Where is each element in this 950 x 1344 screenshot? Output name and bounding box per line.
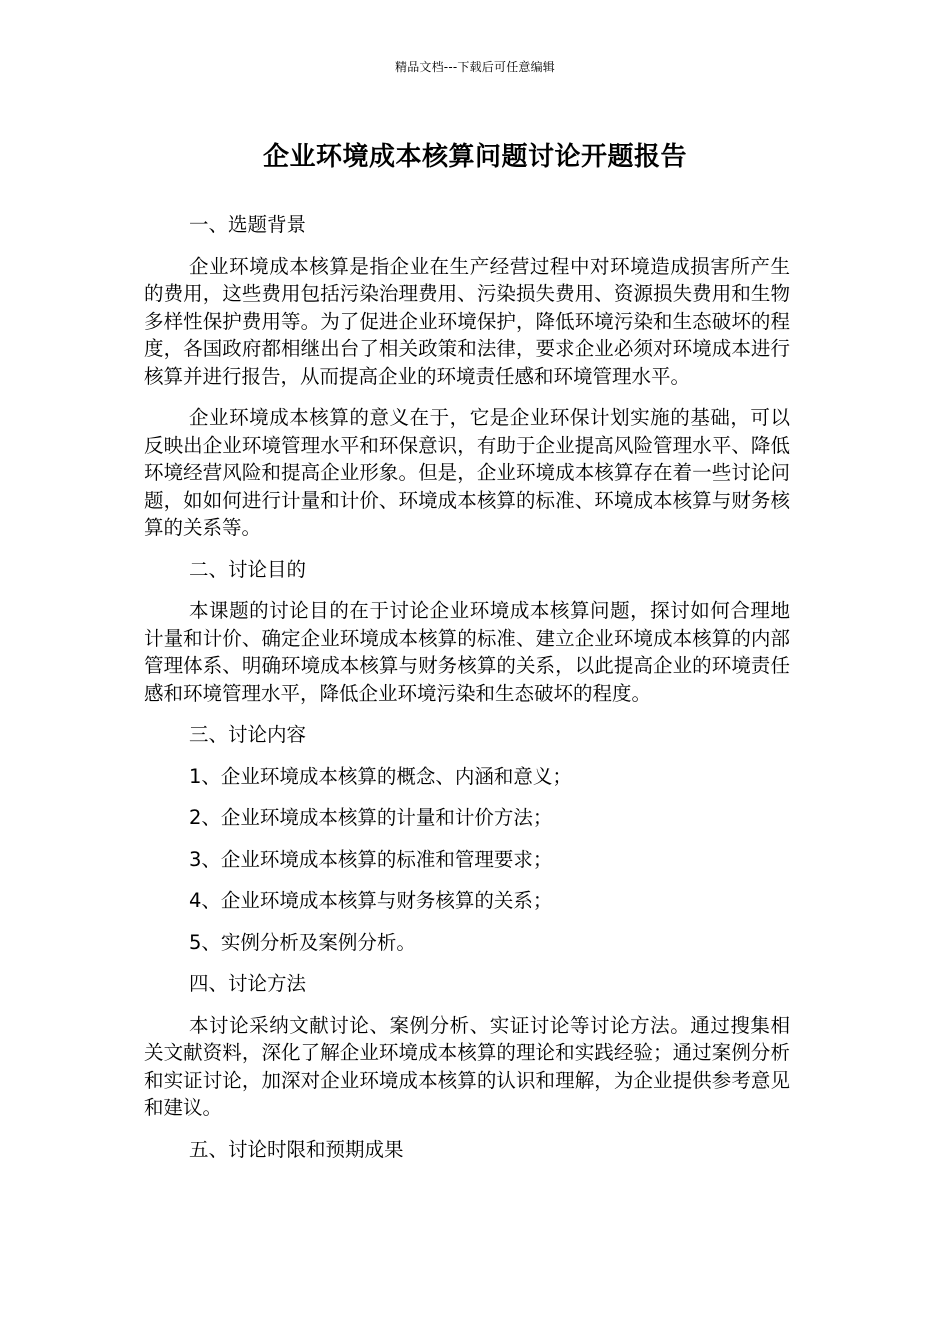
- document-title: 企业环境成本核算问题讨论开题报告: [262, 142, 687, 172]
- section-heading-purpose: 二、讨论目的: [189, 557, 307, 581]
- list-item: 1、企业环境成本核算的概念、内涵和意义；: [189, 764, 572, 788]
- list-item: 4、企业环境成本核算与财务核算的关系；: [189, 889, 553, 912]
- header-note: 精品文档---下载后可任意编辑: [395, 60, 555, 74]
- list-item: 3、企业环境成本核算的标准和管理要求；: [189, 847, 553, 871]
- list-item: 2、企业环境成本核算的计量和计价方法；: [189, 806, 553, 829]
- paragraph-purpose: 本课题的讨论目的在于讨论企业环境成本核算问题，探讨如何合理地计量和计价、确定企业环境成本核算的标准、建立企业环境成本核算的内部管理体系、明确环境成本核算与财务核算的关系，以此提高企业的环境责任感和环境管理水平，降低企业环境污染和生态破坏的程度。: [144, 599, 790, 705]
- section-heading-method: 四、讨论方法: [189, 972, 307, 995]
- paragraph-background-1: 企业环境成本核算是指企业在生产经营过程中对环境造成损害所产生的费用，这些费用包括污染治理费用、污染损失费用、资源损失费用和生物多样性保护费用等。为了促进企业环境保护，降低环境污染和生态破坏的程度，各国政府都相继出台了相关政策和法律，要求企业必须对环境成本进行核算并进行报告，从而提高企业的环境责任感和环境管理水平。: [144, 254, 790, 388]
- paragraph-background-2: 企业环境成本核算的意义在于，它是企业环保计划实施的基础，可以反映出企业环境管理水平和环保意识，有助于企业提高风险管理水平、降低环境经营风险和提高企业形象。但是，企业环境成本核算存在着一些讨论问题，如如何进行计量和计价、环境成本核算的标准、环境成本核算与财务核算的关系等。: [144, 406, 790, 539]
- section-heading-background: 一、选题背景: [189, 213, 307, 236]
- section-heading-content: 三、讨论内容: [189, 723, 307, 746]
- document-body: [144, 211, 790, 1177]
- paragraph-method: 本讨论采纳文献讨论、案例分析、实证讨论等讨论方法。通过搜集相关文献资料，深化了解企业环境成本核算的理论和实践经验；通过案例分析和实证讨论，加深对企业环境成本核算的认识和理解，为企业提供参考意见和建议。: [144, 1013, 790, 1119]
- section-heading-timeline: 五、讨论时限和预期成果: [189, 1137, 404, 1161]
- list-item: 5、实例分析及案例分析。: [189, 930, 416, 954]
